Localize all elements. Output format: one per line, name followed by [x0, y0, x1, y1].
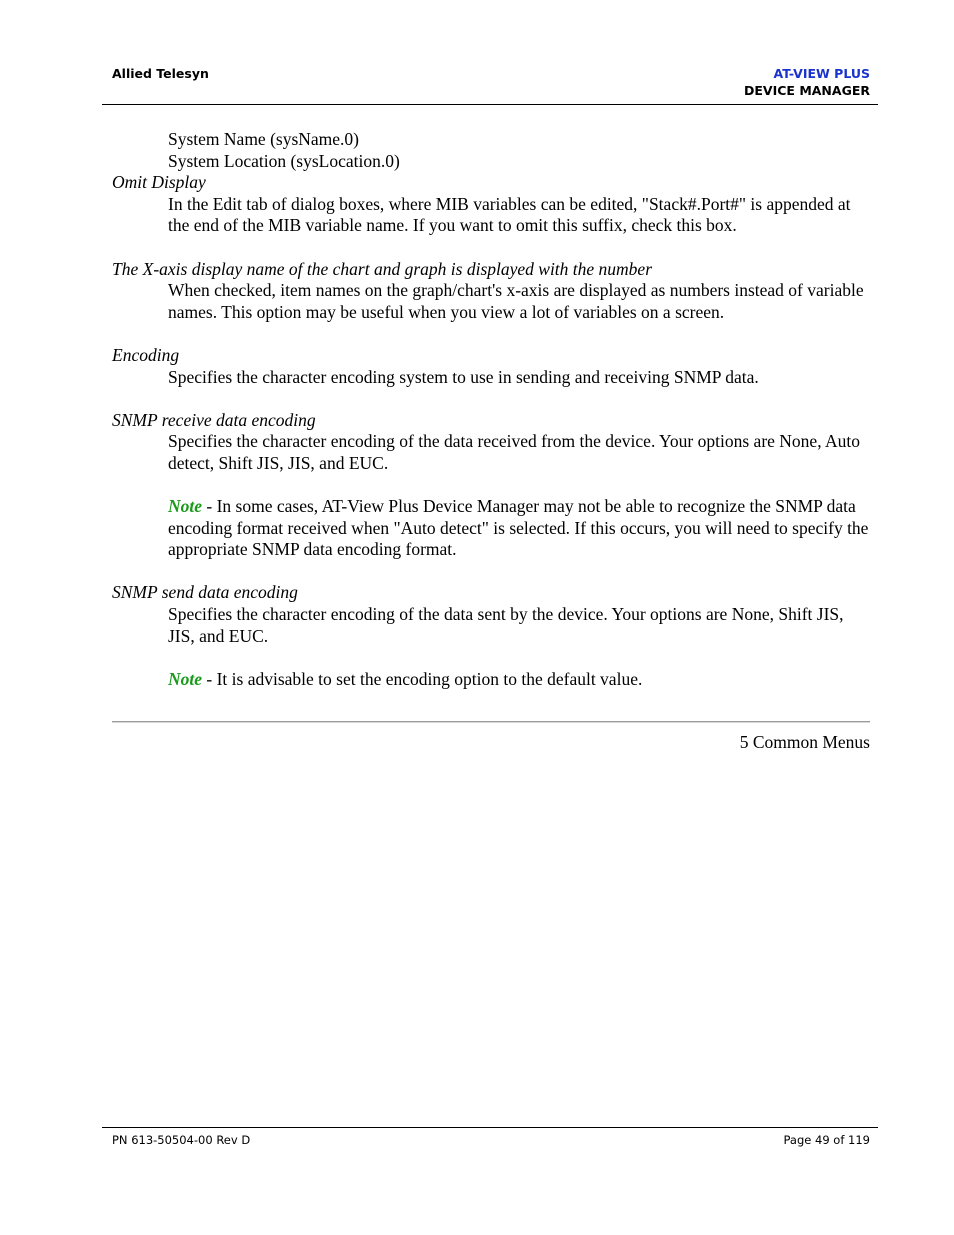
- snmp-receive-note: [168, 496, 872, 561]
- snmp-send-note: [168, 669, 872, 691]
- document-body: [112, 129, 872, 690]
- note-text: - In some cases, AT-View Plus Device Manager may not be able to recognize the SNMP data encoding format received when "Auto detect" is selected. If this occurs, you will need to specify the appropriate SNMP data encoding format.: [168, 496, 869, 560]
- note-label: Note: [168, 496, 203, 517]
- page-header: [102, 64, 878, 105]
- product-name: AT-VIEW PLUS: [773, 66, 870, 81]
- note-label: Note: [168, 668, 203, 689]
- xaxis-term: The X-axis display name of the chart and graph is displayed with the number: [112, 258, 653, 279]
- encoding-term: Encoding: [112, 344, 180, 365]
- xaxis-description: When checked, item names on the graph/chart's x-axis are displayed as numbers instead of variable names. This option may be useful when you view a lot of variables on a screen.: [168, 280, 864, 322]
- snmp-receive-description: Specifies the character encoding of the data received from the device. Your options are None, Auto detect, Shift JIS, JIS, and EUC.: [168, 431, 860, 473]
- section-divider: [112, 721, 870, 723]
- module-name: DEVICE MANAGER: [744, 83, 870, 98]
- section-footer: 5 Common Menus: [739, 732, 870, 752]
- snmp-send-term: SNMP send data encoding: [112, 582, 298, 603]
- page-number: Page 49 of 119: [783, 1133, 870, 1147]
- omit-display-term: Omit Display: [112, 172, 206, 193]
- part-number: PN 613-50504-00 Rev D: [112, 1133, 251, 1147]
- snmp-send-description: Specifies the character encoding of the data sent by the device. Your options are None, Shift JIS, JIS, and EUC.: [168, 604, 844, 646]
- omit-display-description: In the Edit tab of dialog boxes, where MIB variables can be edited, "Stack#.Port#" is appended at the end of the MIB variable name. If you want to omit this suffix, check this box.: [168, 193, 851, 236]
- company-name: Allied Telesyn: [112, 66, 209, 81]
- page-footer: [102, 1127, 878, 1147]
- note-text: - It is advisable to set the encoding option to the default value.: [202, 668, 643, 689]
- sysname-item: System Name (sysName.0): [168, 129, 360, 149]
- syslocation-item: System Location (sysLocation.0): [168, 150, 400, 171]
- encoding-description: Specifies the character encoding system to use in sending and receiving SNMP data.: [168, 366, 759, 387]
- snmp-receive-term: SNMP receive data encoding: [112, 409, 316, 430]
